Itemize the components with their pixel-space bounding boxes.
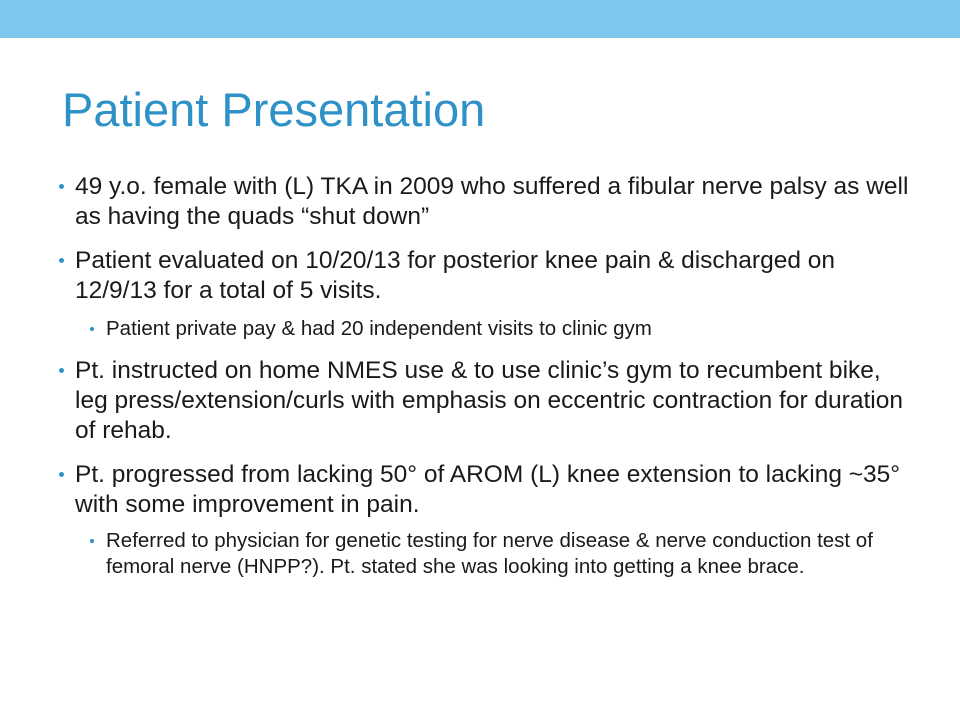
sub-bullet-dot-icon — [90, 327, 94, 331]
bullet-item — [59, 172, 909, 232]
bullet-list — [59, 172, 909, 580]
sub-bullet-text: Referred to physician for genetic testing for nerve disease & nerve conduction test of femoral nerve (HNPP?). Pt. stated she was looking into getting a knee brace. — [106, 529, 873, 578]
bullet-dot-icon — [59, 368, 64, 373]
bullet-item — [59, 246, 909, 306]
bullet-text: Pt. progressed from lacking 50° of AROM (L) knee extension to lacking ~35° with some improvement in pain. — [75, 461, 901, 518]
bullet-item — [59, 356, 909, 446]
sub-bullet-text: Patient private pay & had 20 independent visits to clinic gym — [106, 317, 652, 340]
sub-bullet-item — [59, 528, 909, 580]
slide-title: Patient Presentation — [62, 83, 486, 136]
bullet-dot-icon — [59, 184, 64, 189]
bullet-item — [59, 460, 909, 520]
sub-bullet-item — [59, 316, 909, 342]
bullet-text: Pt. instructed on home NMES use & to use clinic’s gym to recumbent bike, leg press/extension/curls with emphasis on eccentric contraction for duration of rehab. — [75, 357, 903, 444]
top-accent-bar — [0, 0, 960, 38]
sub-bullet-dot-icon — [90, 539, 94, 543]
bullet-text: 49 y.o. female with (L) TKA in 2009 who suffered a fibular nerve palsy as well as having the quads “shut down” — [75, 173, 909, 230]
bullet-dot-icon — [59, 472, 64, 477]
bullet-dot-icon — [59, 258, 64, 263]
bullet-text: Patient evaluated on 10/20/13 for posterior knee pain & discharged on 12/9/13 for a total of 5 visits. — [75, 247, 836, 304]
